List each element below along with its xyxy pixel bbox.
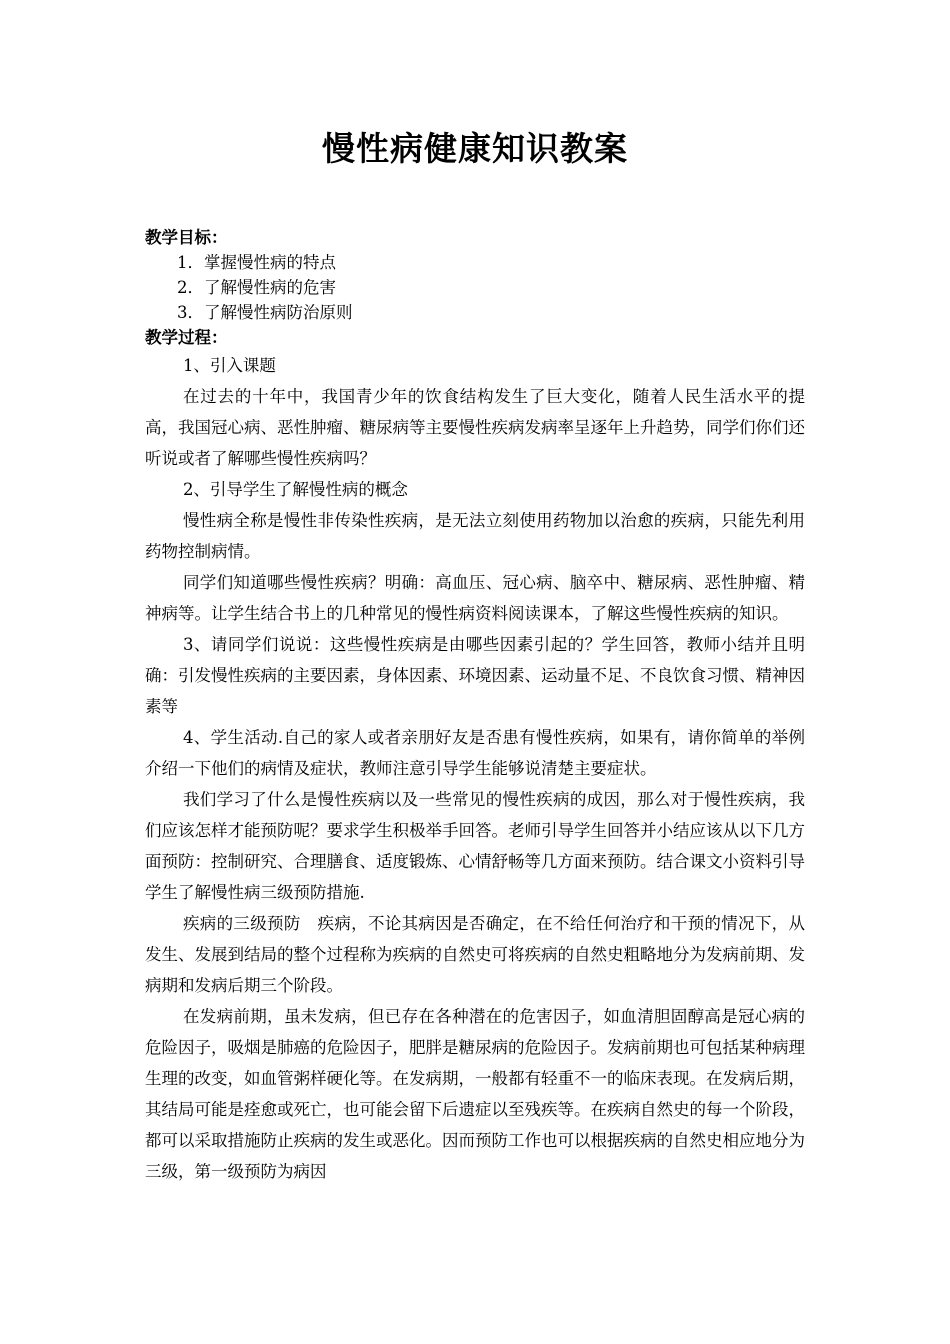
paragraph: 同学们知道哪些慢性疾病？明确：高血压、冠心病、脑卒中、糖尿病、恶性肿瘤、精神病等。让学生结合书上的几种常见的慢性病资料阅读课本，了解这些慢性疾病的知识。 xyxy=(145,573,805,623)
paragraph: 1、引入课题 xyxy=(182,356,276,375)
paragraph: 2、引导学生了解慢性病的概念 xyxy=(182,480,408,499)
objective-item: 3．了解慢性病防治原则 xyxy=(177,303,353,322)
objective-item: 2．了解慢性病的危害 xyxy=(177,278,336,297)
document-title: 慢性病健康知识教案 xyxy=(322,129,628,168)
objectives-heading: 教学目标： xyxy=(145,228,228,247)
objective-item: 1．掌握慢性病的特点 xyxy=(177,253,336,272)
process-heading: 教学过程： xyxy=(145,328,228,347)
paragraph: 疾病的三级预防 疾病，不论其病因是否确定，在不给任何治疗和干预的情况下，从发生、发展到结局的整个过程称为疾病的自然史可将疾病的自然史粗略地分为发病前期、发病期和发病后期三个阶段。 xyxy=(145,914,805,995)
paragraph: 3、请同学们说说：这些慢性疾病是由哪些因素引起的？学生回答，教师小结并且明确：引发慢性疾病的主要因素，身体因素、环境因素、运动量不足、不良饮食习惯、精神因素等 xyxy=(145,635,805,716)
paragraph: 我们学习了什么是慢性疾病以及一些常见的慢性疾病的成因，那么对于慢性疾病，我们应该怎样才能预防呢？要求学生积极举手回答。老师引导学生回答并小结应该从以下几方面预防：控制研究、合理膳食、适度锻炼、心情舒畅等几方面来预防。结合课文小资料引导学生了解慢性病三级预防措施. xyxy=(145,790,805,902)
paragraph: 4、学生活动.自己的家人或者亲朋好友是否患有慢性疾病，如果有，请你简单的举例介绍一下他们的病情及症状，教师注意引导学生能够说清楚主要症状。 xyxy=(145,728,805,778)
paragraph: 在发病前期，虽未发病，但已存在各种潜在的危害因子，如血清胆固醇高是冠心病的危险因子，吸烟是肺癌的危险因子，肥胖是糖尿病的危险因子。发病前期也可包括某种病理生理的改变，如血管粥样硬化等。在发病期，一般都有轻重不一的临床表现。在发病后期，其结局可能是痊愈或死亡，也可能会留下后遗症以至残疾等。在疾病自然史的每一个阶段，都可以采取措施防止疾病的发生或恶化。因而预防工作也可以根据疾病的自然史相应地分为三级，第一级预防为病因 xyxy=(145,1007,805,1181)
document-body xyxy=(145,225,805,1187)
paragraph: 慢性病全称是慢性非传染性疾病，是无法立刻使用药物加以治愈的疾病，只能先利用药物控制病情。 xyxy=(145,511,805,561)
paragraph: 在过去的十年中，我国青少年的饮食结构发生了巨大变化，随着人民生活水平的提高，我国冠心病、恶性肿瘤、糖尿病等主要慢性疾病发病率呈逐年上升趋势，同学们你们还听说或者了解哪些慢性疾病吗？ xyxy=(145,387,805,468)
